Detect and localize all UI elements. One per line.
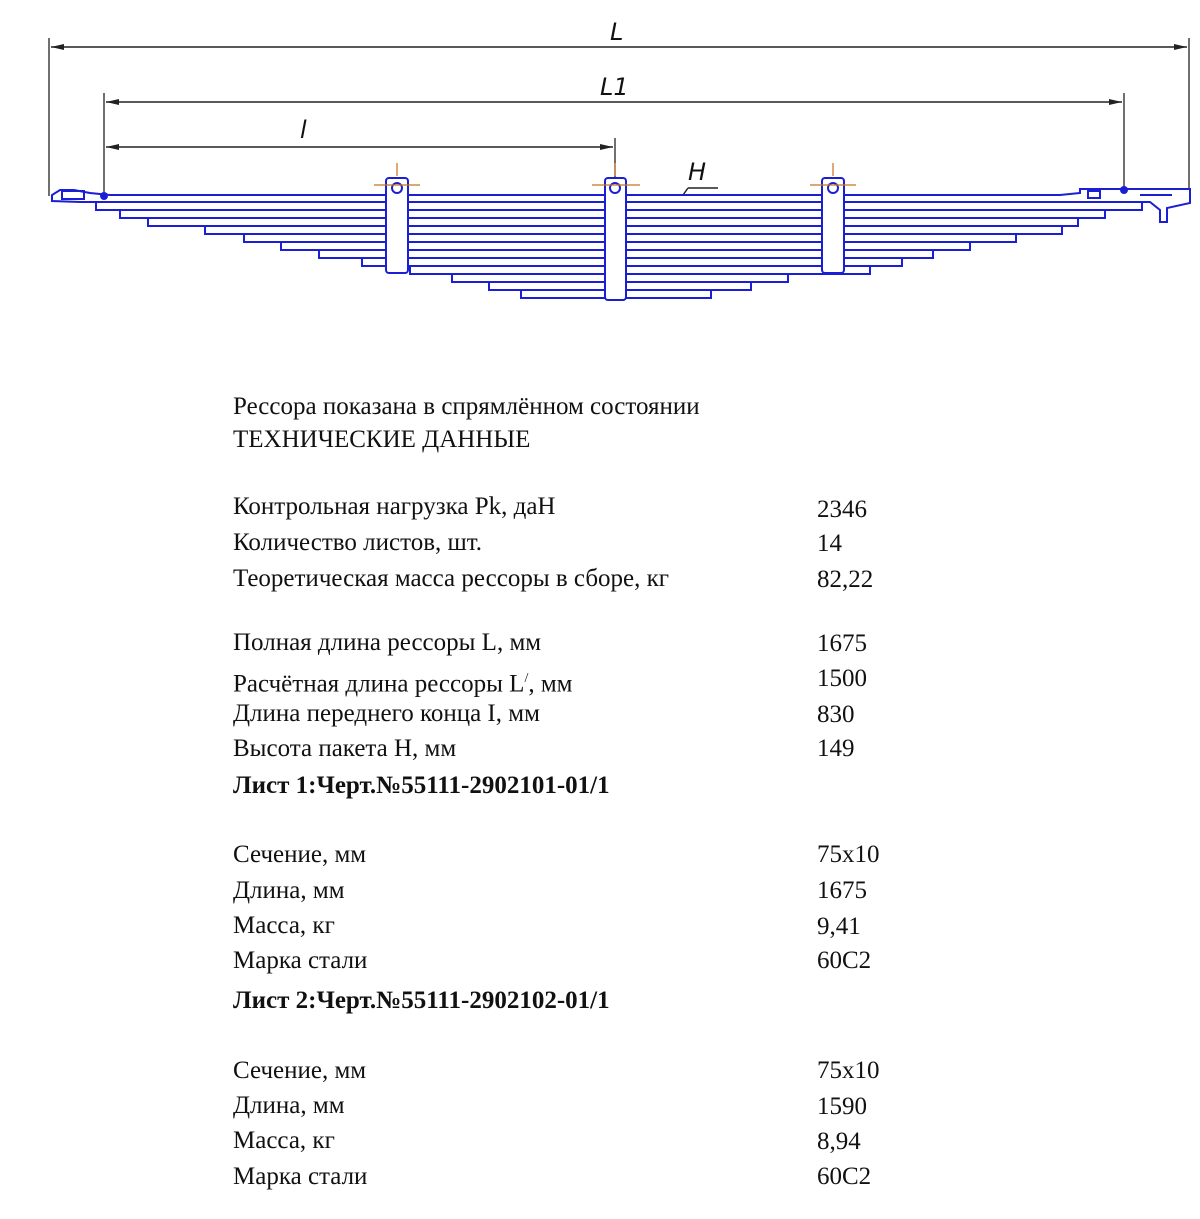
spec-value-leaf-count: 14 <box>817 530 842 557</box>
leaf-2-length-label: Длина, мм <box>233 1092 345 1119</box>
spec-label-front-end-length: Длина переднего конца I, мм <box>233 700 540 727</box>
leaf-2-mass-label: Масса, кг <box>233 1127 335 1154</box>
leaf-1-section-label: Сечение, мм <box>233 841 367 868</box>
spec-value-pack-height: 149 <box>817 735 855 762</box>
leaf-spring-drawing <box>0 0 1200 320</box>
leaf-1-length-label: Длина, мм <box>233 877 345 904</box>
spec-label-control-load: Контрольная нагрузка Pk, даН <box>233 493 556 520</box>
leaf-1-steel-label: Марка стали <box>233 947 368 974</box>
spec-value-control-load: 2346 <box>817 496 867 523</box>
dim-label-L1: L1 <box>600 73 629 101</box>
drawing-note: Рессора показана в спрямлённом состоянии <box>233 393 700 420</box>
leaf-1-section-value: 75x10 <box>817 841 880 868</box>
centre-bolt <box>605 178 626 300</box>
section-title: ТЕХНИЧЕСКИЕ ДАННЫЕ <box>233 426 531 453</box>
leaf-1-length-value: 1675 <box>817 877 867 904</box>
leaf-1-mass-label: Масса, кг <box>233 912 335 939</box>
spec-value-design-length: 1500 <box>817 665 867 692</box>
spec-label-design-length-sup: / <box>524 671 529 686</box>
leaf-2-steel-value: 60С2 <box>817 1163 872 1190</box>
spec-label-design-length <box>233 664 572 699</box>
leaf-2-section-value: 75x10 <box>817 1057 880 1084</box>
spec-label-full-length: Полная длина рессоры L, мм <box>233 629 542 656</box>
spec-value-full-length: 1675 <box>817 630 867 657</box>
leaf-6 <box>244 234 1016 242</box>
leaf-2-steel-label: Марка стали <box>233 1163 368 1190</box>
leaf-1-heading: Лист 1:Черт.№55111-2902101-01/1 <box>233 772 610 799</box>
spec-label-leaf-count: Количество листов, шт. <box>233 529 483 556</box>
leaf-10 <box>410 266 870 274</box>
extension-lines <box>49 38 1189 196</box>
leaf-stack <box>52 178 1190 300</box>
leaf-1-steel-value: 60С2 <box>817 947 872 974</box>
front-eye-center-point <box>1120 186 1128 194</box>
leaf-2-length-value: 1590 <box>817 1093 867 1120</box>
spec-label-mass: Теоретическая масса рессоры в сборе, кг <box>233 565 670 592</box>
spec-value-front-end-length: 830 <box>817 701 855 728</box>
leaf-2-section-label: Сечение, мм <box>233 1057 367 1084</box>
leaf-2-mass-value: 8,94 <box>817 1128 861 1155</box>
leaf-2-heading: Лист 2:Черт.№55111-2902102-01/1 <box>233 987 610 1014</box>
spec-label-pack-height: Высота пакета H, мм <box>233 735 457 762</box>
leaf-5 <box>205 226 1062 234</box>
rear-eye-center-point <box>100 192 108 200</box>
dim-label-H: H <box>688 158 707 186</box>
dim-label-l: l <box>300 116 307 144</box>
dim-label-L: L <box>610 18 624 46</box>
spec-value-mass: 82,22 <box>817 566 874 593</box>
spec-label-design-length-main: Расчётная длина рессоры L <box>233 670 525 698</box>
spec-label-design-length-tail: , мм <box>528 670 573 698</box>
leaf-1-mass-value: 9,41 <box>817 913 861 940</box>
